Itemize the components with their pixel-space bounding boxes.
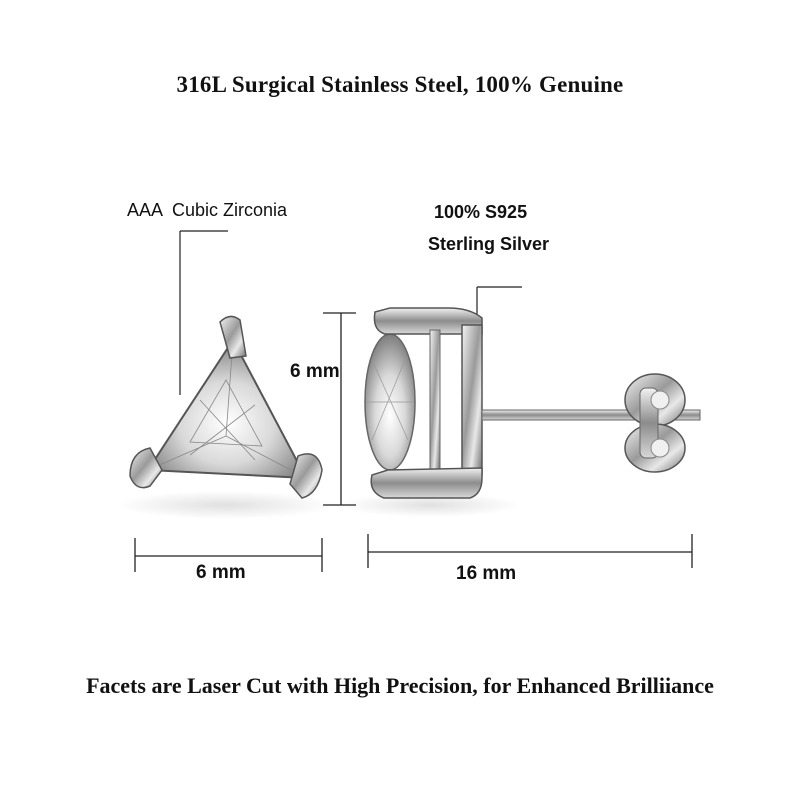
footer-tagline: Facets are Laser Cut with High Precision, for Enhanced Brilliiance <box>86 673 714 698</box>
length-dimension-line <box>368 534 692 568</box>
cubic-zirconia-label: AAA Cubic Zirconia <box>127 200 288 220</box>
length-dimension-label: 16 mm <box>456 563 517 584</box>
earring-side-view <box>340 308 700 517</box>
height-dimension-label: 6 mm <box>290 361 340 382</box>
width-dimension-label: 6 mm <box>196 562 246 583</box>
silver-label-line1: 100% S925 <box>434 202 528 222</box>
earring-front-view <box>115 316 335 519</box>
height-dimension-line <box>323 313 356 505</box>
sterling-silver-callout-line <box>477 287 522 318</box>
silver-label-line2: Sterling Silver <box>428 234 550 254</box>
headline: 316L Surgical Stainless Steel, 100% Genuine <box>176 72 624 97</box>
